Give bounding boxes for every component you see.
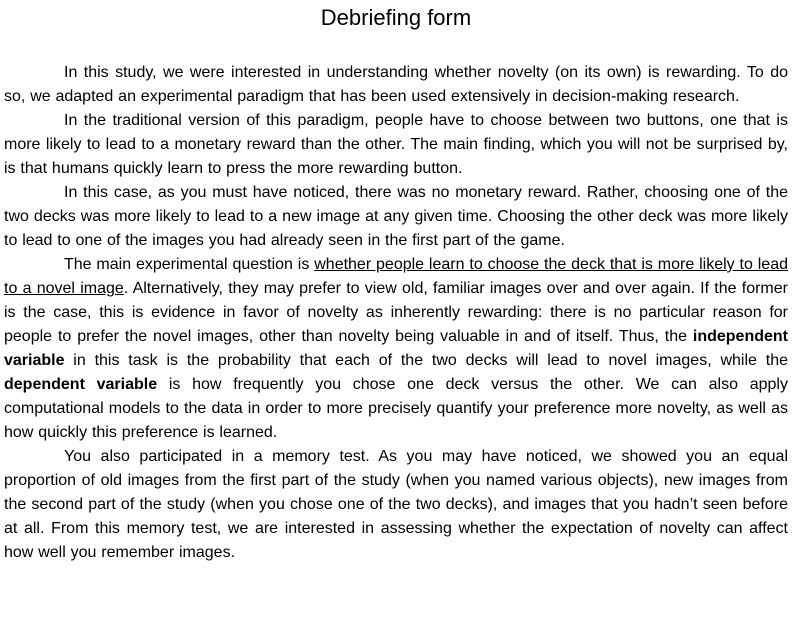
underlined-research-question: whether people learn to choose the deck that is more likely to lead to a novel image — [4, 256, 788, 297]
paragraph-traditional-paradigm: In the traditional version of this paradigm, people have to choose between two buttons, one that is more likely to lead to a monetary reward than the other. The main finding, which you will not be surprised by, is that humans quickly learn to press the more rewarding button. — [4, 112, 788, 177]
paragraph-current-task: In this case, as you must have noticed, there was no monetary reward. Rather, choosing one of the two decks was more likely to lead to a new image at any given time. Choosing the other deck was more likely to lead to one of the images you had already seen in the first part of the game. — [4, 184, 788, 249]
paragraph-experimental-question — [4, 253, 788, 445]
question-ending-text: is how frequently you chose one deck versus the other. We can also apply computational models to the data in order to more precisely quantify your preference more novelty, as well as how quickly this preference is learned. — [4, 376, 788, 441]
question-elaboration-text: . Alternatively, they may prefer to view old, familiar images over and over again. If the former is the case, this is evidence in favor of novelty as inherently rewarding: there is no particular reason for people to prefer the novel images, other than novelty being valuable in and of itself. Thus, the — [4, 280, 788, 345]
document-body — [4, 61, 788, 565]
document-title: Debriefing form — [320, 5, 472, 30]
question-between-text: in this task is the probability that each of the two decks will lead to novel images, while the — [64, 352, 788, 369]
question-intro-text: The main experimental question is — [64, 256, 315, 273]
paragraph-study-purpose: In this study, we were interested in understanding whether novelty (on its own) is rewarding. To do so, we adapted an experimental paradigm that has been used extensively in decision-making research. — [4, 64, 788, 105]
bold-dependent-variable: dependent variable — [4, 376, 158, 393]
paragraph-memory-test: You also participated in a memory test. As you may have noticed, we showed you an equal proportion of old images from the first part of the study (when you named various objects), new images from the second part of the study (when you chose one of the two decks), and images that you hadn’t seen before at all. From this memory test, we are interested in assessing whether the expectation of novelty can affect how well you remember images. — [4, 448, 788, 561]
bold-independent-variable: independent variable — [4, 328, 788, 369]
